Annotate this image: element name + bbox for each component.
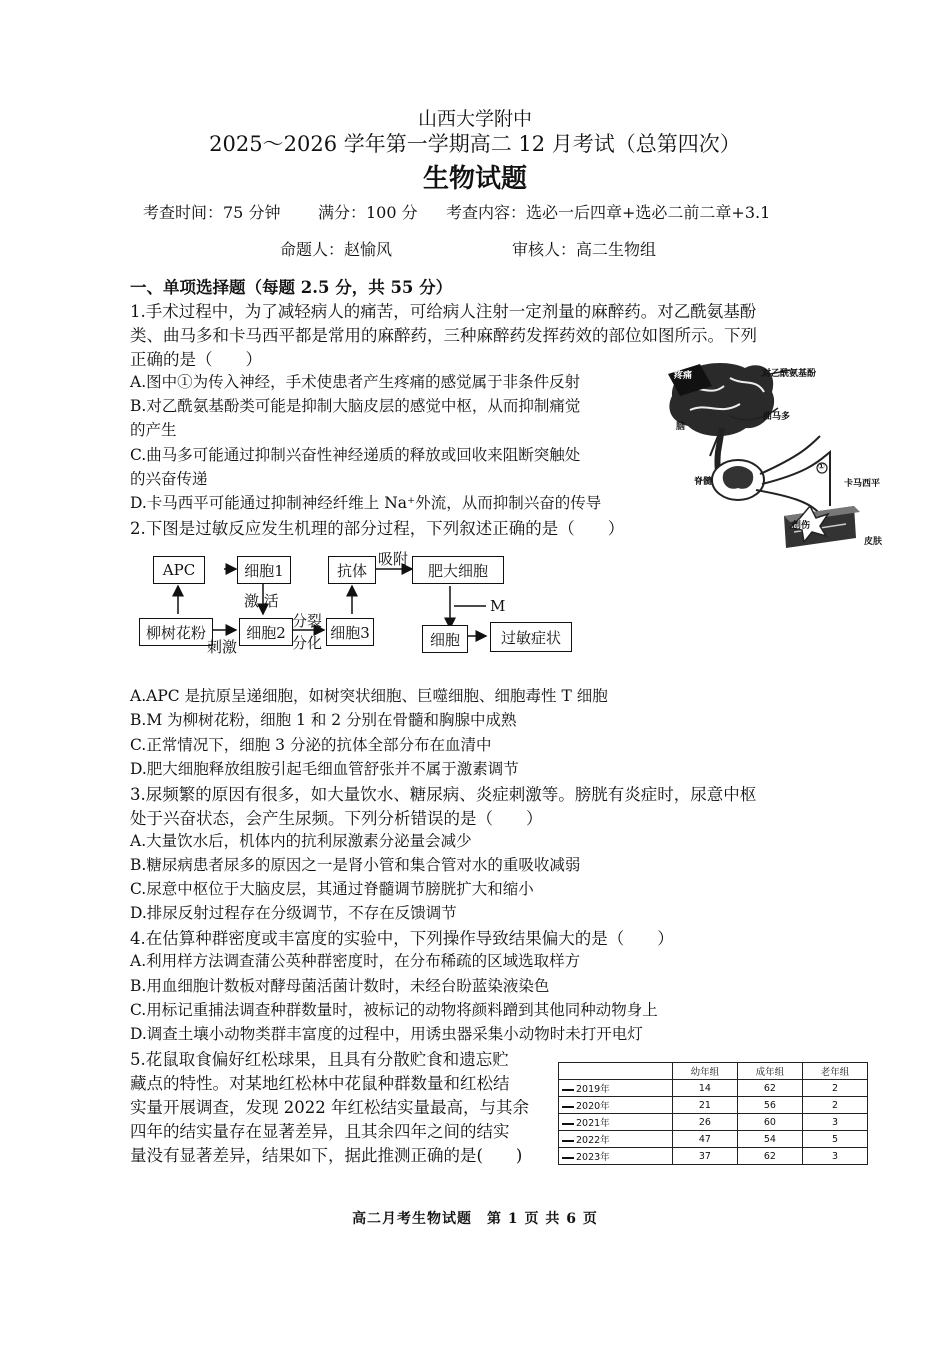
legend-line-icon: [562, 1089, 574, 1091]
year-label: 2021年: [576, 1118, 610, 1129]
table-cell: 2: [802, 1097, 867, 1114]
q5-stem-4: 四年的结实量存在显著差异，且其余四年之间的结实: [130, 1122, 510, 1141]
table-cell: 5: [802, 1131, 867, 1148]
q2-option-b: B.M 为柳树花粉，细胞 1 和 2 分别在骨髓和胸腺中成熟: [130, 711, 517, 729]
q3-option-b: B.糖尿病患者尿多的原因之一是肾小管和集合管对水的重吸收减弱: [130, 856, 581, 874]
q4-option-c: C.用标记重捕法调查种群数量时，被标记的动物将颜料蹭到其他同种动物身上: [130, 1001, 658, 1019]
q3-option-d: D.排尿反射过程存在分级调节，不存在反馈调节: [130, 904, 457, 922]
legend-line-icon: [562, 1106, 574, 1108]
year-label: 2022年: [576, 1135, 610, 1146]
year-label: 2020年: [576, 1101, 610, 1112]
table-header-cell: 成年组: [737, 1063, 802, 1080]
table-cell: 56: [737, 1097, 802, 1114]
q1-stem-2: 类、曲马多和卡马西平都是常用的麻醉药，三种麻醉药发挥药效的部位如图所示。下列: [130, 326, 757, 345]
fig-spine-label: 脊髓: [694, 477, 713, 487]
table-row: [559, 1114, 868, 1131]
q2-option-d: D.肥大细胞释放组胺引起毛细血管舒张并不属于激素调节: [130, 760, 519, 778]
table-cell: 3: [802, 1114, 867, 1131]
q5-stem-5: 量没有显著差异，结果如下，据此推测正确的是( ): [130, 1146, 523, 1165]
table-cell: 21: [672, 1097, 737, 1114]
fig-brain-label: 脑: [676, 422, 686, 432]
table-cell: 37: [672, 1148, 737, 1165]
fig-drug2-label: 曲马多: [763, 412, 791, 422]
q2-option-a: A.APC 是抗原呈递细胞，如树突状细胞、巨噬细胞、细胞毒性 T 细胞: [130, 687, 608, 705]
legend-line-icon: [562, 1157, 574, 1159]
cell3-box: 细胞3: [326, 618, 374, 646]
q4-option-d: D.调查土壤小动物类群丰富度的过程中，用诱虫器采集小动物时未打开电灯: [130, 1025, 643, 1043]
anesthesia-figure: [660, 356, 900, 552]
differentiation-label: 分化: [292, 634, 323, 652]
activate-label: 激 活: [244, 592, 279, 610]
table-row: [559, 1148, 868, 1165]
fig-skin-label: 皮肤: [864, 537, 883, 547]
q2-stem: 2.下图是过敏反应发生机理的部分过程，下列叙述正确的是（ ）: [130, 519, 625, 538]
fig-drug3-label: 卡马西平: [844, 479, 881, 489]
table-row: [559, 1097, 868, 1114]
q4-option-a: A.利用样方法调查蒲公英种群密度时，在分布稀疏的区域选取样方: [130, 952, 581, 970]
table-cell: 26: [672, 1114, 737, 1131]
page-footer: 高二月考生物试题 第 1 页 共 6 页: [352, 1211, 598, 1227]
legend-line-icon: [562, 1123, 574, 1125]
table-cell: 62: [737, 1080, 802, 1097]
q5-stem-1: 5.花鼠取食偏好红松球果，且具有分散贮食和遗忘贮: [130, 1050, 509, 1069]
q4-stem: 4.在估算种群密度或丰富度的实验中，下列操作导致结果偏大的是（ ）: [130, 929, 674, 948]
author: 命题人：赵愉风: [280, 240, 393, 259]
table-cell: 3: [802, 1148, 867, 1165]
table-header-row: [559, 1063, 868, 1080]
table-year-cell: [559, 1080, 673, 1097]
pollen-box: 柳树花粉: [139, 618, 213, 646]
table-cell: 54: [737, 1131, 802, 1148]
table-year-cell: [559, 1131, 673, 1148]
exam-time: 考查时间：75 分钟: [143, 203, 281, 222]
table-cell: 14: [672, 1080, 737, 1097]
exam-scope: 考查内容：选必一后四章+选必二前二章+3.1: [446, 203, 771, 222]
stimulate-label: 刺激: [207, 638, 238, 656]
q1-option-c-2: 的兴奋传递: [130, 470, 208, 488]
q1-option-a: A.图中①为传入神经，手术使患者产生疼痛的感觉属于非条件反射: [130, 373, 581, 391]
division-label: 分裂: [292, 612, 323, 630]
q1-option-b-1: B.对乙酰氨基酚类可能是抑制大脑皮层的感觉中枢，从而抑制痛觉: [130, 397, 581, 415]
table-year-cell: [559, 1148, 673, 1165]
apc-box: APC: [153, 556, 205, 584]
cell-box: 细胞: [422, 625, 468, 653]
exam-title: 2025～2026 学年第一学期高二 12 月考试（总第四次）: [209, 132, 741, 156]
section-title: 一、单项选择题（每题 2.5 分，共 55 分）: [130, 278, 453, 297]
subject-title: 生物试题: [422, 164, 527, 194]
table-row: [559, 1080, 868, 1097]
table-header-cell: [559, 1063, 673, 1080]
adsorb-label: 吸附: [378, 550, 409, 568]
q3-option-a: A.大量饮水后，机体内的抗利尿激素分泌量会减少: [130, 832, 472, 850]
fig-wound-label: 创伤: [792, 521, 811, 531]
antibody-box: 抗体: [328, 556, 376, 584]
fig-circle1-label: ①: [818, 462, 825, 471]
table-header-cell: 幼年组: [672, 1063, 737, 1080]
table-cell: 62: [737, 1148, 802, 1165]
mast-cell-box: 肥大细胞: [412, 556, 504, 584]
q1-option-d: D.卡马西平可能通过抑制神经纤维上 Na⁺外流，从而抑制兴奋的传导: [130, 494, 602, 512]
legend-line-icon: [562, 1140, 574, 1142]
q1-stem-3: 正确的是（ ）: [130, 350, 262, 369]
q5-stem-2: 藏点的特性。对某地红松林中花鼠种群数量和红松结: [130, 1074, 510, 1093]
q3-stem-1: 3.尿频繁的原因有很多，如大量饮水、糖尿病、炎症刺激等。膀胱有炎症时，尿意中枢: [130, 785, 757, 804]
table-header-cell: 老年组: [802, 1063, 867, 1080]
table-year-cell: [559, 1097, 673, 1114]
year-label: 2019年: [576, 1084, 610, 1095]
table-row: [559, 1131, 868, 1148]
q1-stem-1: 1.手术过程中，为了减轻病人的痛苦，可给病人注射一定剂量的麻醉药。对乙酰氨基酚: [130, 302, 757, 321]
fig-drug1-label: 对乙酰氨基酚: [762, 369, 817, 379]
table-cell: 60: [737, 1114, 802, 1131]
table-cell: 47: [672, 1131, 737, 1148]
table-year-cell: [559, 1114, 673, 1131]
m-label: M: [490, 597, 506, 615]
q1-option-b-2: 的产生: [130, 421, 177, 439]
fig-pain-label: 疼痛: [674, 371, 693, 381]
full-score: 满分：100 分: [318, 203, 418, 222]
q3-stem-2: 处于兴奋状态，会产生尿频。下列分析错误的是（ ）: [130, 809, 543, 828]
squirrel-population-table: [558, 1062, 868, 1165]
school-name: 山西大学附中: [417, 108, 532, 130]
q4-option-b: B.用血细胞计数板对酵母菌活菌计数时，未经台盼蓝染液染色: [130, 977, 550, 995]
table-cell: 2: [802, 1080, 867, 1097]
q5-stem-3: 实量开展调查，发现 2022 年红松结实量最高，与其余: [130, 1098, 529, 1117]
cell2-box: 细胞2: [239, 618, 293, 646]
cell1-box: 细胞1: [237, 556, 291, 584]
q3-option-c: C.尿意中枢位于大脑皮层，其通过脊髓调节膀胱扩大和缩小: [130, 880, 534, 898]
symptom-box: 过敏症状: [490, 622, 572, 652]
reviewer: 审核人：高二生物组: [512, 240, 657, 259]
q1-option-c-1: C.曲马多可能通过抑制兴奋性神经递质的释放或回收来阻断突触处: [130, 446, 581, 464]
q2-option-c: C.正常情况下，细胞 3 分泌的抗体全部分布在血清中: [130, 736, 492, 754]
year-label: 2023年: [576, 1152, 610, 1163]
